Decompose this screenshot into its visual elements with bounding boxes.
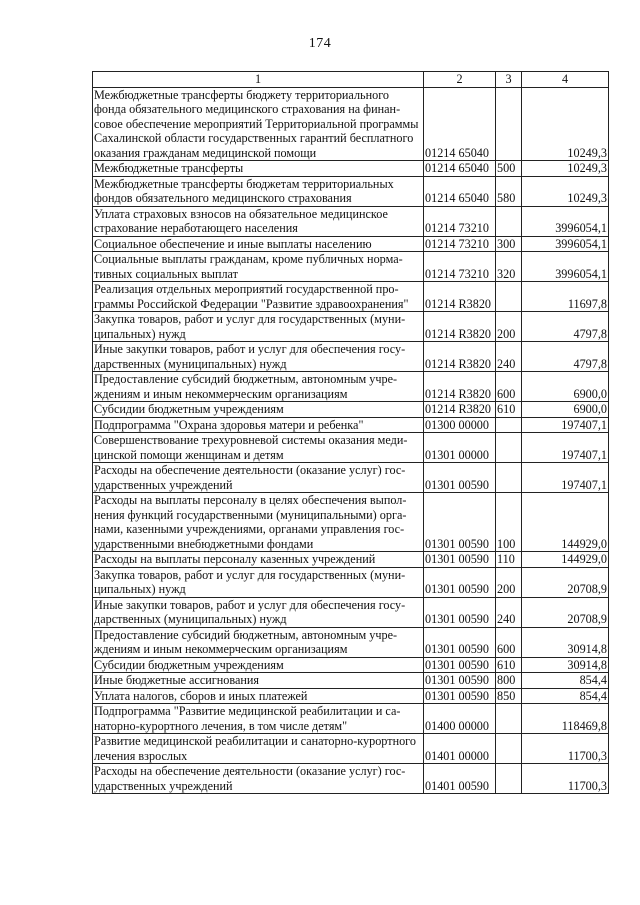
row-type-cell: 800 — [496, 673, 522, 689]
row-amount-cell: 854,4 — [522, 673, 609, 689]
row-name-cell: Субсидии бюджетным учреждениям — [93, 657, 424, 673]
row-amount-cell: 11700,3 — [522, 734, 609, 764]
table-row — [93, 704, 609, 734]
row-code-cell: 01214 65040 — [424, 161, 496, 177]
row-type-cell: 600 — [496, 372, 522, 402]
row-amount-cell: 144929,0 — [522, 493, 609, 552]
table-row — [93, 657, 609, 673]
row-amount-cell: 3996054,1 — [522, 252, 609, 282]
row-code-cell: 01301 00590 — [424, 493, 496, 552]
row-amount-cell: 3996054,1 — [522, 206, 609, 236]
row-name-cell: Межбюджетные трансферты — [93, 161, 424, 177]
column-header-code: 2 — [424, 72, 496, 88]
row-type-cell — [496, 206, 522, 236]
table-row — [93, 206, 609, 236]
table-row — [93, 688, 609, 704]
row-name-cell: Развитие медицинской реабилитации и санаторно-курортного лечения взрослых — [93, 734, 424, 764]
table-row — [93, 764, 609, 794]
row-amount-cell: 144929,0 — [522, 552, 609, 568]
page-number: 174 — [308, 36, 332, 51]
row-amount-cell: 11697,8 — [522, 282, 609, 312]
row-code-cell: 01214 73210 — [424, 236, 496, 252]
row-name-cell: Межбюджетные трансферты бюджетам территориальных фондов обязательного медицинского страхования — [93, 176, 424, 206]
row-name-cell: Уплата налогов, сборов и иных платежей — [93, 688, 424, 704]
table-header-row — [93, 72, 609, 88]
column-header-name: 1 — [93, 72, 424, 88]
table-row — [93, 673, 609, 689]
table-row — [93, 734, 609, 764]
row-code-cell: 01301 00590 — [424, 627, 496, 657]
table-row — [93, 493, 609, 552]
table-row — [93, 176, 609, 206]
row-amount-cell: 4797,8 — [522, 312, 609, 342]
row-amount-cell: 4797,8 — [522, 342, 609, 372]
row-type-cell: 610 — [496, 402, 522, 418]
row-type-cell — [496, 433, 522, 463]
row-name-cell: Иные закупки товаров, работ и услуг для обеспечения государственных (муниципальных) нужд — [93, 342, 424, 372]
row-type-cell: 580 — [496, 176, 522, 206]
budget-table — [92, 71, 609, 794]
row-code-cell: 01214 65040 — [424, 176, 496, 206]
row-name-cell: Совершенствование трехуровневой системы оказания медицинской помощи женщинам и детям — [93, 433, 424, 463]
row-amount-cell: 10249,3 — [522, 161, 609, 177]
row-amount-cell: 30914,8 — [522, 657, 609, 673]
row-name-cell: Реализация отдельных мероприятий государственной программы Российской Федерации "Развитие здравоохранения" — [93, 282, 424, 312]
row-type-cell — [496, 282, 522, 312]
row-type-cell: 200 — [496, 567, 522, 597]
row-code-cell: 01401 00000 — [424, 734, 496, 764]
table-row — [93, 252, 609, 282]
row-type-cell: 240 — [496, 342, 522, 372]
row-code-cell: 01214 65040 — [424, 87, 496, 161]
row-amount-cell: 10249,3 — [522, 176, 609, 206]
row-type-cell: 240 — [496, 597, 522, 627]
row-name-cell: Подпрограмма "Охрана здоровья матери и ребенка" — [93, 417, 424, 433]
table-row — [93, 567, 609, 597]
row-code-cell: 01301 00590 — [424, 597, 496, 627]
row-code-cell: 01214 R3820 — [424, 372, 496, 402]
row-name-cell: Иные закупки товаров, работ и услуг для обеспечения государственных (муниципальных) нужд — [93, 597, 424, 627]
row-name-cell: Социальные выплаты гражданам, кроме публичных нормативных социальных выплат — [93, 252, 424, 282]
row-code-cell: 01301 00590 — [424, 552, 496, 568]
table-row — [93, 433, 609, 463]
row-code-cell: 01400 00000 — [424, 704, 496, 734]
row-amount-cell: 20708,9 — [522, 567, 609, 597]
row-amount-cell: 3996054,1 — [522, 236, 609, 252]
table-row — [93, 312, 609, 342]
row-code-cell: 01401 00590 — [424, 764, 496, 794]
row-type-cell: 100 — [496, 493, 522, 552]
row-type-cell: 500 — [496, 161, 522, 177]
table-row — [93, 372, 609, 402]
row-type-cell: 320 — [496, 252, 522, 282]
budget-table-body — [93, 72, 609, 794]
row-code-cell: 01301 00590 — [424, 463, 496, 493]
table-row — [93, 342, 609, 372]
row-type-cell — [496, 704, 522, 734]
row-type-cell — [496, 764, 522, 794]
table-row — [93, 597, 609, 627]
row-type-cell — [496, 417, 522, 433]
row-code-cell: 01214 R3820 — [424, 402, 496, 418]
row-amount-cell: 197407,1 — [522, 433, 609, 463]
row-amount-cell: 197407,1 — [522, 463, 609, 493]
row-name-cell: Предоставление субсидий бюджетным, автономным учреждениям и иным некоммерческим организациям — [93, 627, 424, 657]
table-row — [93, 161, 609, 177]
table-row — [93, 402, 609, 418]
row-code-cell: 01301 00590 — [424, 567, 496, 597]
row-amount-cell: 854,4 — [522, 688, 609, 704]
row-name-cell: Социальное обеспечение и иные выплаты населению — [93, 236, 424, 252]
row-code-cell: 01301 00000 — [424, 433, 496, 463]
row-amount-cell: 30914,8 — [522, 627, 609, 657]
row-type-cell: 600 — [496, 627, 522, 657]
row-amount-cell: 197407,1 — [522, 417, 609, 433]
table-row — [93, 417, 609, 433]
row-amount-cell: 10249,3 — [522, 87, 609, 161]
table-row — [93, 282, 609, 312]
row-type-cell: 200 — [496, 312, 522, 342]
row-amount-cell: 20708,9 — [522, 597, 609, 627]
row-name-cell: Субсидии бюджетным учреждениям — [93, 402, 424, 418]
table-row — [93, 463, 609, 493]
row-amount-cell: 118469,8 — [522, 704, 609, 734]
row-code-cell: 01214 73210 — [424, 206, 496, 236]
row-code-cell: 01214 R3820 — [424, 342, 496, 372]
table-row — [93, 236, 609, 252]
row-code-cell: 01214 R3820 — [424, 312, 496, 342]
row-name-cell: Межбюджетные трансферты бюджету территориального фонда обязательного медицинского страхования на финансовое обеспечение мероприятий Территориальной программы Сахалинской области государственных гарантий бесплатного оказания гражданам медицинской помощи — [93, 87, 424, 161]
row-name-cell: Предоставление субсидий бюджетным, автономным учреждениям и иным некоммерческим организациям — [93, 372, 424, 402]
row-type-cell — [496, 87, 522, 161]
row-name-cell: Уплата страховых взносов на обязательное медицинское страхование неработающего населения — [93, 206, 424, 236]
row-amount-cell: 6900,0 — [522, 372, 609, 402]
row-name-cell: Иные бюджетные ассигнования — [93, 673, 424, 689]
row-code-cell: 01214 73210 — [424, 252, 496, 282]
table-row — [93, 627, 609, 657]
row-code-cell: 01214 R3820 — [424, 282, 496, 312]
table-row — [93, 87, 609, 161]
row-name-cell: Закупка товаров, работ и услуг для государственных (муниципальных) нужд — [93, 312, 424, 342]
row-name-cell: Расходы на обеспечение деятельности (оказание услуг) государственных учреждений — [93, 463, 424, 493]
row-name-cell: Закупка товаров, работ и услуг для государственных (муниципальных) нужд — [93, 567, 424, 597]
row-code-cell: 01301 00590 — [424, 688, 496, 704]
row-amount-cell: 11700,3 — [522, 764, 609, 794]
row-name-cell: Расходы на обеспечение деятельности (оказание услуг) государственных учреждений — [93, 764, 424, 794]
row-type-cell: 300 — [496, 236, 522, 252]
row-name-cell: Расходы на выплаты персоналу казенных учреждений — [93, 552, 424, 568]
row-code-cell: 01300 00000 — [424, 417, 496, 433]
row-name-cell: Расходы на выплаты персоналу в целях обеспечения выполнения функций государственными (муниципальными) органами, казенными учреждениями, органами управления государственными внебюджетными фондами — [93, 493, 424, 552]
row-type-cell: 610 — [496, 657, 522, 673]
row-amount-cell: 6900,0 — [522, 402, 609, 418]
row-code-cell: 01301 00590 — [424, 673, 496, 689]
row-type-cell — [496, 734, 522, 764]
row-code-cell: 01301 00590 — [424, 657, 496, 673]
column-header-type: 3 — [496, 72, 522, 88]
row-type-cell: 110 — [496, 552, 522, 568]
row-name-cell: Подпрограмма "Развитие медицинской реабилитации и санаторно-курортного лечения, в том числе детям" — [93, 704, 424, 734]
row-type-cell — [496, 463, 522, 493]
row-type-cell: 850 — [496, 688, 522, 704]
column-header-amount: 4 — [522, 72, 609, 88]
table-row — [93, 552, 609, 568]
